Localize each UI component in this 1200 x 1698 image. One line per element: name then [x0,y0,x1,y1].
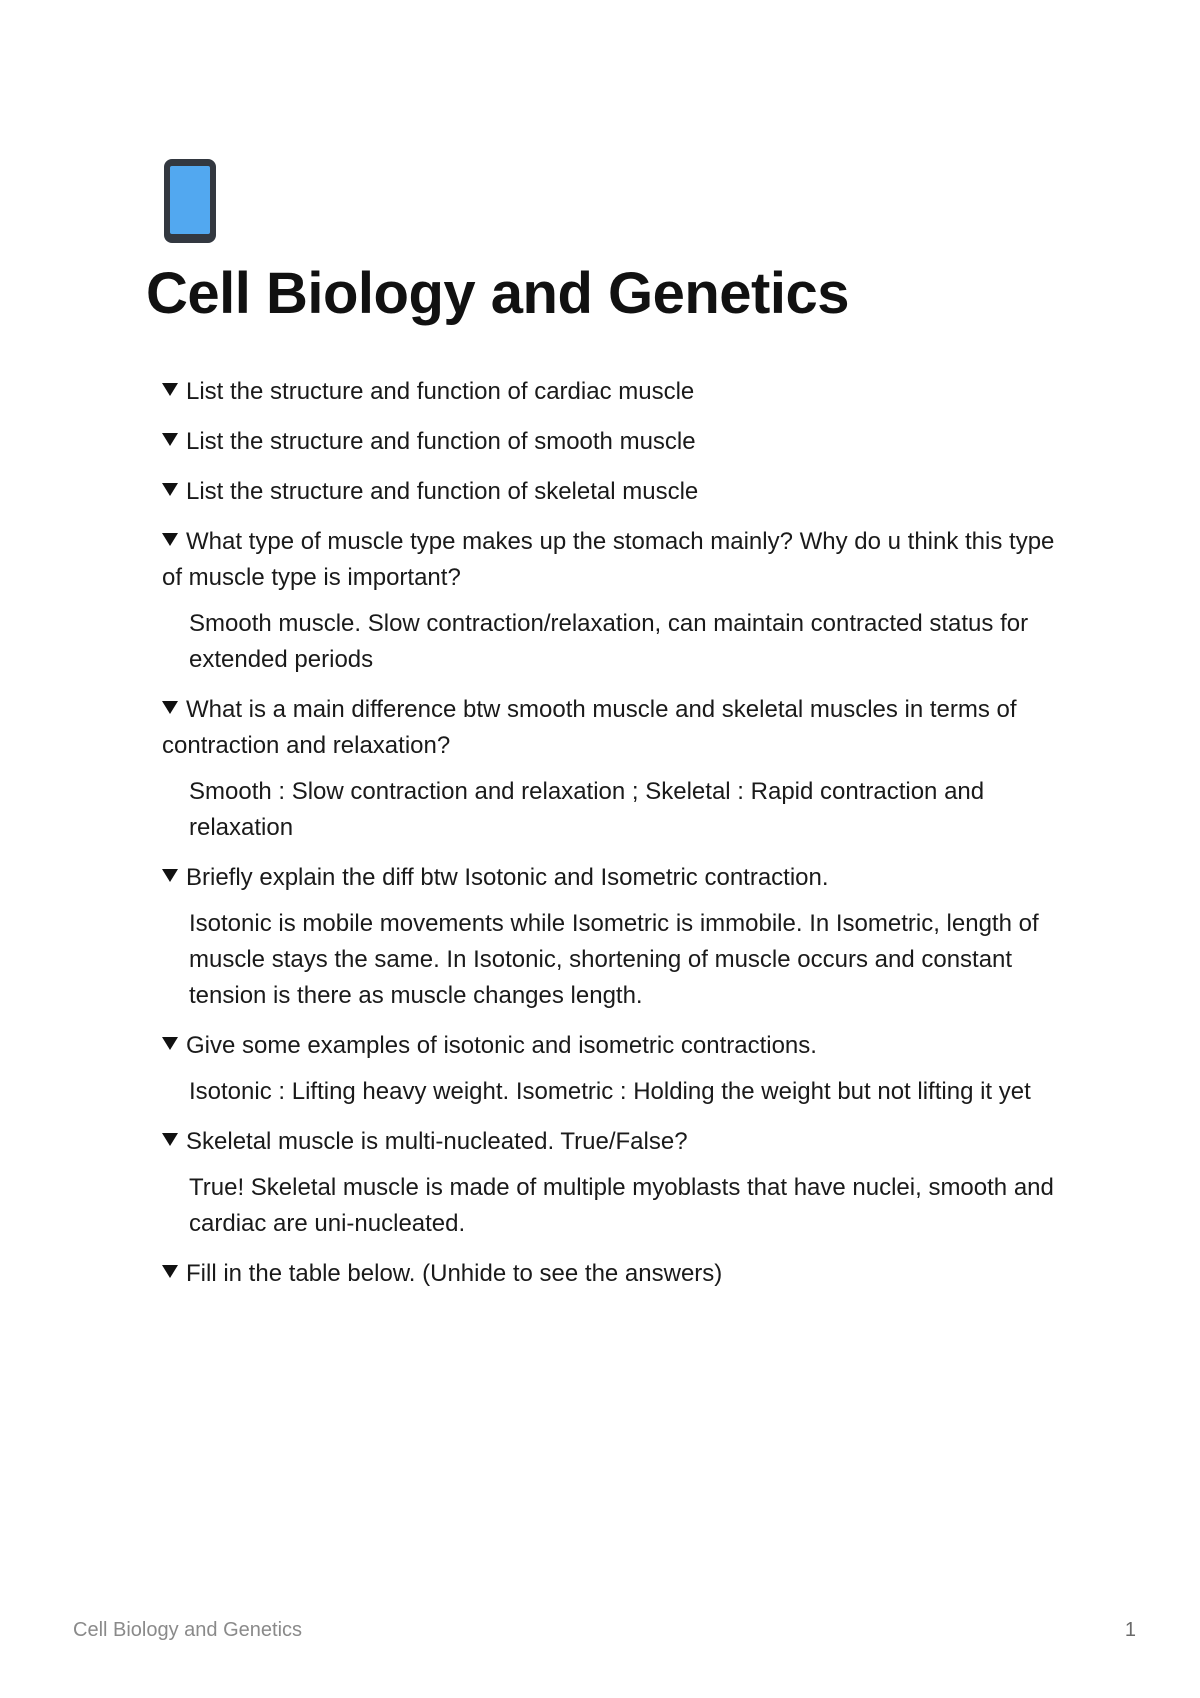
toggle-question: List the structure and function of skeletal muscle [186,478,699,505]
page-title: Cell Biology and Genetics [146,261,849,326]
toggle-summary[interactable] [162,692,1062,764]
toggle-answer: True! Skeletal muscle is made of multiple myoblasts that have nuclei, smooth and cardiac are uni-nucleated. [189,1174,1054,1237]
toggle-question: Fill in the table below. (Unhide to see the answers) [186,1260,723,1287]
footer-title: Cell Biology and Genetics [73,1619,303,1641]
toggle-block [162,424,1062,460]
toggle-summary[interactable] [162,1028,1062,1064]
toggle-answer: Smooth muscle. Slow contraction/relaxation, can maintain contracted status for extended periods [189,610,1029,673]
toggle-triangle-icon[interactable] [162,701,178,714]
toggle-triangle-icon[interactable] [162,1133,178,1146]
toggle-summary[interactable] [162,474,1062,510]
toggle-summary[interactable] [162,860,1062,896]
toggle-summary[interactable] [162,424,1062,460]
toggle-question: Give some examples of isotonic and isometric contractions. [186,1032,817,1059]
mobile-phone-icon [163,158,217,244]
toggle-triangle-icon[interactable] [162,1037,178,1050]
toggle-answer: Isotonic : Lifting heavy weight. Isometric : Holding the weight but not lifting it yet [189,1078,1031,1105]
toggle-triangle-icon[interactable] [162,433,178,446]
toggle-block [162,1028,1062,1110]
toggle-block [162,860,1062,1014]
toggle-block [162,524,1062,678]
toggle-summary[interactable] [162,524,1062,596]
toggle-answer: Isotonic is mobile movements while Isometric is immobile. In Isometric, length of muscle stays the same. In Isotonic, shortening of muscle occurs and constant tension is there as muscle changes length. [189,910,1039,1009]
toggle-question: List the structure and function of cardiac muscle [186,378,695,405]
toggle-summary[interactable] [162,374,1062,410]
toggle-block [162,1256,1062,1292]
toggle-question: Skeletal muscle is multi-nucleated. True/False? [186,1128,688,1155]
toggle-block [162,374,1062,410]
toggle-summary[interactable] [162,1124,1062,1160]
toggle-question: What type of muscle type makes up the stomach mainly? Why do u think this type of muscle type is important? [162,528,1055,591]
page-number: 1 [1124,1619,1136,1641]
toggle-list [162,374,1062,1306]
toggle-triangle-icon[interactable] [162,869,178,882]
toggle-triangle-icon[interactable] [162,483,178,496]
toggle-question: Briefly explain the diff btw Isotonic and Isometric contraction. [186,864,829,891]
toggle-summary[interactable] [162,1256,1062,1292]
toggle-block [162,692,1062,846]
toggle-answer: Smooth : Slow contraction and relaxation ; Skeletal : Rapid contraction and relaxation [189,778,985,841]
toggle-triangle-icon[interactable] [162,1265,178,1278]
toggle-question: List the structure and function of smooth muscle [186,428,696,455]
toggle-triangle-icon[interactable] [162,533,178,546]
toggle-block [162,1124,1062,1242]
toggle-triangle-icon[interactable] [162,383,178,396]
toggle-block [162,474,1062,510]
toggle-question: What is a main difference btw smooth muscle and skeletal muscles in terms of contraction and relaxation? [162,696,1017,759]
